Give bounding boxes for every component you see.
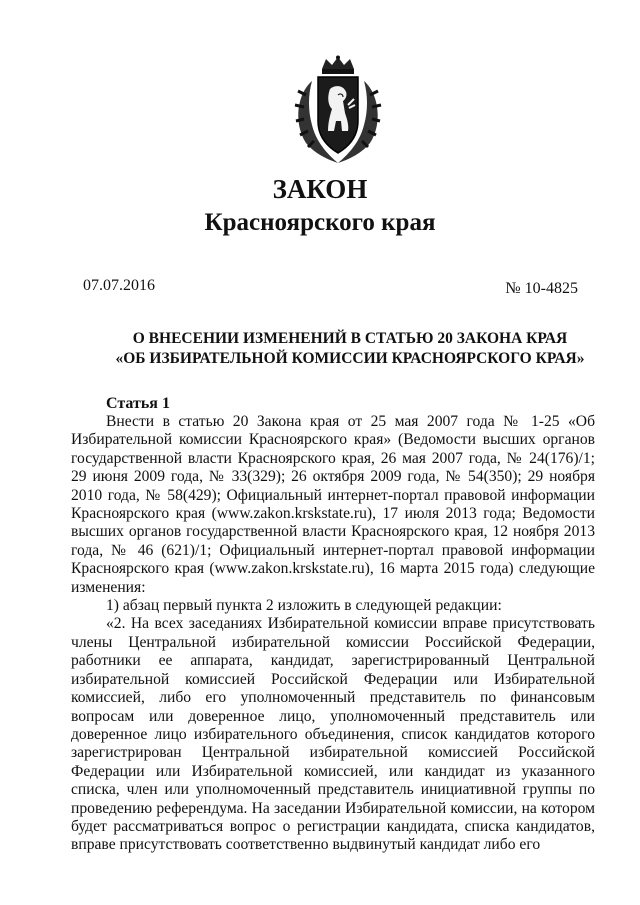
article-paragraph: Внести в статью 20 Закона края от 25 мая 2007 года № 1-25 «Об Избирательной комиссии Красноярского края» (Ведомости высших органов государственной власти Красноярского края, 26 мая 2007 года, № 24(176)/1; 29 июня 2009 года, № 33(329); 26 октября 2009 года, № 54(350); 29 ноября 2010 года, № 58(429); Официальный интернет-портал правовой информации Красноярского края (www.zakon.krskstate.ru), 17 июля 2013 года; Ведомости высших органов государственной власти Красноярского края, 12 ноября 2013 года, № 46 (621)/1; Официальный интернет-портал правовой информации Красноярского края (www.zakon.krskstate.ru), 16 марта 2015 года) следующие изменения: xyxy=(71,413,595,596)
heading-line-1: О ВНЕСЕНИИ ИЗМЕНЕНИЙ В СТАТЬЮ 20 ЗАКОНА КРАЯ xyxy=(132,330,568,347)
article-body xyxy=(71,413,595,855)
law-subtitle: Красноярского края xyxy=(204,209,436,236)
article-paragraph: «2. На всех заседаниях Избирательной комиссии вправе присутствовать члены Центральной избирательной комиссии Российской Федерации, работники ее аппарата, кандидат, зарегистрированный Центральной избирательной комиссией Российской Федерации или Избирательной комиссией, либо его уполномоченный представитель по финансовым вопросам или доверенное лицо, уполномоченный представитель или доверенное лицо избирательного объединения, список кандидатов которого зарегистрирован Центральной избирательной комиссией Российской Федерации или Избирательной комиссией, или кандидат из указанного списка, член или уполномоченный представитель инициативной группы по проведению референдума. На заседании Избирательной комиссии, на котором будет рассматриваться вопрос о регистрации кандидата, списка кандидатов, вправе присутствовать соответственно выдвинутый кандидат либо его xyxy=(71,615,595,854)
law-title: ЗАКОН xyxy=(272,174,368,204)
document-date: 07.07.2016 xyxy=(83,277,155,294)
law-heading xyxy=(60,329,640,369)
article-title: Статья 1 xyxy=(106,395,170,412)
document-number: № 10-4825 xyxy=(505,280,578,297)
heading-line-2: «ОБ ИЗБИРАТЕЛЬНОЙ КОМИССИИ КРАСНОЯРСКОГО КРАЯ» xyxy=(115,350,585,367)
article-paragraph: 1) абзац первый пункта 2 изложить в следующей редакции: xyxy=(106,597,502,615)
coat-of-arms-icon xyxy=(292,55,384,167)
